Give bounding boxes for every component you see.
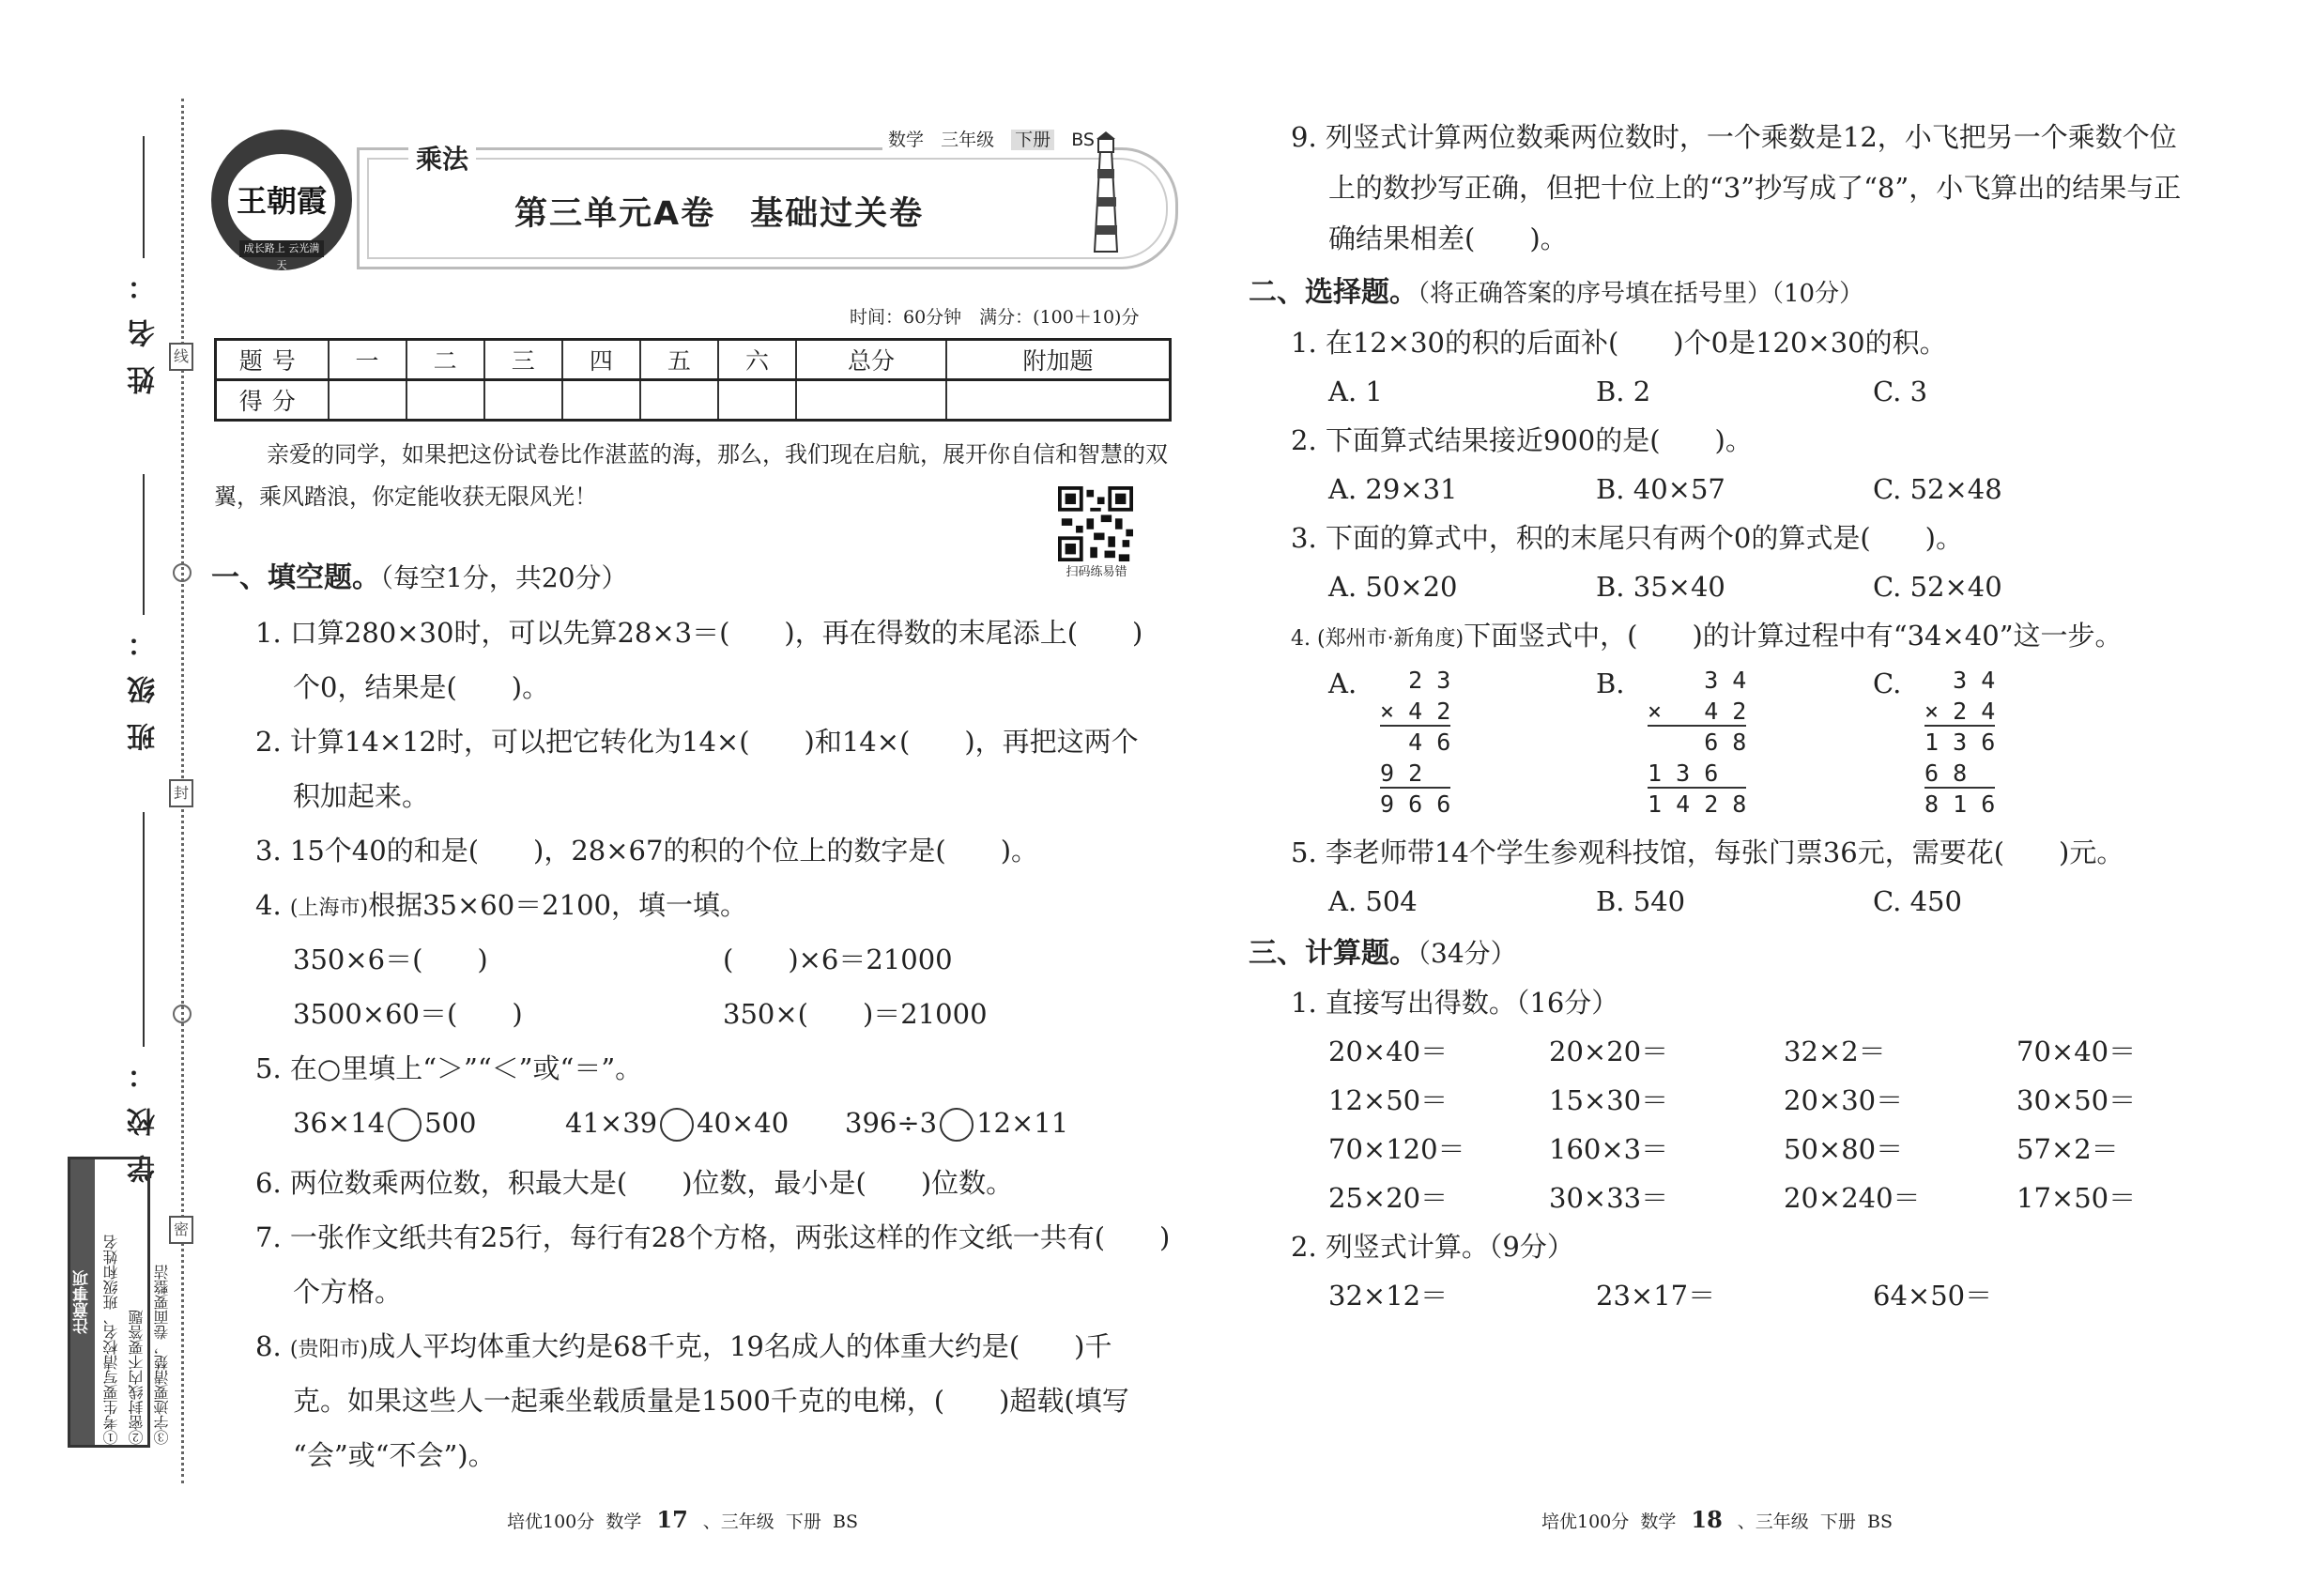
q5-line: 5. 在○里填上“＞”“＜”或“＝”。 [255, 1052, 643, 1084]
q3-line: 3. 15个40的和是( )，28×67的积的个位上的数字是( )。 [255, 835, 1039, 867]
s2-q1-opt-c[interactable]: C. 3 [1873, 376, 1928, 407]
q4-item-c: 3500×60＝( ) [293, 998, 523, 1030]
notice-item: ①考生要写清校名、班级和姓名 [102, 1235, 120, 1445]
q5-compare-a: 36×14 500 [293, 1104, 476, 1142]
s2-q2-opt-b[interactable]: B. 40×57 [1596, 473, 1725, 505]
s3-part-2: 2. 列竖式计算。（9分） [1291, 1231, 1574, 1263]
q7-line-2: 个方格。 [293, 1276, 403, 1308]
score-input[interactable] [796, 380, 946, 421]
section-title: 二、选择题。 [1249, 276, 1418, 309]
qr-code-icon[interactable] [1058, 486, 1133, 561]
book-tags [882, 126, 1112, 151]
footer-right: 培优100分 数学 18 、三年级 下册 BS [1541, 1506, 1893, 1533]
q5-compare-b: 41×39 40×40 [565, 1104, 789, 1142]
unit-topic: 乘法 [408, 139, 476, 176]
s2-q2: 2. 下面算式结果接近900的是( )。 [1291, 424, 1753, 456]
oral-item: 160×3＝ [1549, 1133, 1669, 1165]
q8-line-1: 8. (贵阳市)成人平均体重大约是68千克，19名成人的体重大约是( )千 [255, 1330, 1112, 1362]
s2-q4 [1291, 617, 2123, 658]
q8-line-3: “会”或“不会”)。 [293, 1439, 496, 1471]
q8-line-2: 克。如果这些人一起乘坐载质量是1500千克的电梯，( )超载(填写 [293, 1385, 1129, 1417]
punch-hole-icon [173, 1005, 192, 1023]
q8-text: 成人平均体重大约是68千克，19名成人的体重大约是( )千 [368, 1330, 1112, 1362]
tag-edition: BS [1071, 130, 1095, 150]
notice-item: ③字迹要清楚，卷面要整洁 [153, 1265, 171, 1445]
q4-item-b: ( )×6＝21000 [723, 944, 953, 975]
vertical-item: 64×50＝ [1873, 1280, 1993, 1312]
table-cell: 附加题 [946, 340, 1170, 380]
q4-item-d: 350×( )＝21000 [723, 998, 988, 1030]
s2-q5-opt-b[interactable]: B. 540 [1596, 885, 1686, 917]
page-number: 18 [1691, 1506, 1723, 1533]
q7-line-1: 7. 一张作文纸共有25行，每行有28个方格，两张这样的作文纸一共有( ) [255, 1221, 1171, 1253]
s2-q2-opt-c[interactable]: C. 52×48 [1873, 473, 2002, 505]
q6-line: 6. 两位数乘两位数，积最大是( )位数，最小是( )位数。 [255, 1167, 1014, 1199]
compare-circle[interactable] [388, 1108, 422, 1142]
oral-item: 20×30＝ [1784, 1084, 1904, 1116]
q4-text: 根据35×60＝2100，填一填。 [368, 889, 747, 921]
notice-title: 注意事项 [70, 1159, 95, 1445]
s2-q4-text: 下面竖式中，( )的计算过程中有“34×40”这一步。 [1464, 620, 2123, 652]
s2-q3-opt-a[interactable]: A. 50×20 [1328, 571, 1458, 603]
section-sub: （将正确答案的序号填在括号里）（10分） [1418, 280, 1864, 308]
oral-item: 57×2＝ [2016, 1133, 2119, 1165]
score-input[interactable] [406, 380, 484, 421]
tag-term: 下册 [1011, 130, 1054, 150]
vertical-calc-b: 3 4 × 4 2 6 8 1 3 6 1 4 2 8 [1648, 667, 1747, 818]
q1-line-2: 个0，结果是( )。 [293, 671, 550, 703]
punch-hole-icon [173, 563, 192, 582]
section-3-heading [1249, 935, 1517, 973]
table-cell: 题号 [216, 340, 329, 380]
oral-item: 70×120＝ [1328, 1133, 1465, 1165]
s2-q5: 5. 李老师带14个学生参观科技馆，每张门票36元，需要花( )元。 [1291, 836, 2124, 868]
lighthouse-icon [1087, 131, 1125, 255]
school-field[interactable] [143, 812, 145, 1047]
s2-q4-label-c[interactable]: C. [1873, 668, 1902, 699]
oral-item: 50×80＝ [1784, 1133, 1904, 1165]
s2-q4-label-b[interactable]: B. [1596, 668, 1625, 699]
oral-item: 30×33＝ [1549, 1182, 1669, 1214]
s2-q3: 3. 下面的算式中，积的末尾只有两个0的算式是( )。 [1291, 522, 1963, 554]
score-table [214, 338, 1172, 422]
q9-line-2: 上的数抄写正确，但把十位上的“3”抄写成了“8”，小飞算出的结果与正 [1328, 172, 2182, 204]
section-sub: （每空1分，共20分） [380, 562, 628, 593]
table-cell: 得分 [216, 380, 329, 421]
table-row [216, 340, 1171, 380]
s2-q1-opt-b[interactable]: B. 2 [1596, 376, 1651, 407]
s3-part-1: 1. 直接写出得数。（16分） [1291, 987, 1619, 1019]
vertical-calc-a: 2 3 × 4 2 4 6 9 2 9 6 6 [1380, 667, 1451, 818]
score-input[interactable] [718, 380, 796, 421]
notice-items [99, 1163, 175, 1445]
q9-line-1: 9. 列竖式计算两位数乘两位数时，一个乘数是12，小飞把另一个乘数个位 [1291, 121, 2177, 153]
score-input[interactable] [640, 380, 718, 421]
section-2-heading [1249, 274, 1863, 313]
s2-q4-label-a[interactable]: A. [1328, 668, 1357, 699]
q4-source: (上海市) [289, 897, 369, 920]
oral-item: 12×50＝ [1328, 1084, 1449, 1116]
q1-line-1: 1. 口算280×30时，可以先算28×3＝( )，再在得数的末尾添上( ) [255, 617, 1143, 649]
q2-line-1: 2. 计算14×12时，可以把它转化为14×( )和14×( )，再把这两个 [255, 726, 1139, 758]
qr-caption: 扫码练易错 [1066, 565, 1127, 579]
score-input[interactable] [946, 380, 1170, 421]
oral-item: 20×20＝ [1549, 1036, 1669, 1067]
intro-text: 亲爱的同学，如果把这份试卷比作湛蓝的海，那么，我们现在启航，展开你自信和智慧的双翼，乘风踏浪，你定能收获无限风光！ [214, 441, 1168, 510]
seal-tag-line: 线 [169, 343, 193, 371]
page-number: 17 [656, 1506, 688, 1533]
table-row [216, 380, 1171, 421]
exam-title: 第三单元A卷 基础过关卷 [514, 195, 925, 233]
s2-q2-opt-a[interactable]: A. 29×31 [1328, 473, 1458, 505]
s2-q1-opt-a[interactable]: A. 1 [1328, 376, 1383, 407]
table-cell: 二 [406, 340, 484, 380]
logo-ribbon: 成长路上 云光满天 [239, 240, 324, 257]
notice-box [68, 1157, 171, 1448]
school-label: 学校： [128, 1042, 161, 1183]
class-label: 班级： [128, 610, 161, 751]
oral-item: 70×40＝ [2016, 1036, 2137, 1067]
section-title: 三、计算题。 [1249, 937, 1418, 970]
compare-circle[interactable] [940, 1108, 974, 1142]
class-field[interactable] [143, 474, 145, 615]
seal-tag-seal: 封 [169, 779, 193, 807]
oral-item: 20×40＝ [1328, 1036, 1449, 1067]
score-input[interactable] [484, 380, 562, 421]
s2-q4-source: 4. (郑州市·新角度) [1291, 627, 1464, 651]
oral-item: 20×240＝ [1784, 1182, 1921, 1214]
section-1-heading [211, 560, 627, 597]
oral-item: 30×50＝ [2016, 1084, 2137, 1116]
logo-text: 王朝霞 [236, 183, 327, 219]
notice-item: ②密封线内不要答题 [128, 1310, 146, 1445]
q8-source: (贵阳市) [289, 1338, 369, 1361]
score-input[interactable] [329, 380, 406, 421]
name-field[interactable] [143, 136, 145, 258]
vertical-calc-c: 3 4 × 2 4 1 3 6 6 8 8 1 6 [1924, 667, 1996, 818]
s2-q5-opt-c[interactable]: C. 450 [1873, 885, 1962, 917]
q2-line-2: 积加起来。 [293, 780, 430, 812]
q9-line-3: 确结果相差( )。 [1328, 223, 1568, 254]
q4-item-a: 350×6＝( ) [293, 944, 488, 975]
score-input[interactable] [562, 380, 640, 421]
section-sub: （34分） [1418, 938, 1517, 969]
exam-meta: 时间：60分钟 满分：(100＋10)分 [850, 307, 1140, 328]
s2-q3-opt-b[interactable]: B. 35×40 [1596, 571, 1725, 603]
name-label: 姓名： [128, 253, 161, 394]
table-cell: 五 [640, 340, 718, 380]
tag-grade: 三年级 [941, 130, 995, 150]
s2-q5-opt-a[interactable]: A. 504 [1328, 885, 1418, 917]
vertical-item: 32×12＝ [1328, 1280, 1449, 1312]
q4-line: 4. (上海市)根据35×60＝2100，填一填。 [255, 889, 747, 921]
table-cell: 一 [329, 340, 406, 380]
section-title: 一、填空题。 [211, 561, 380, 594]
q5-compare-c: 396÷3 12×11 [845, 1104, 1068, 1142]
oral-item: 25×20＝ [1328, 1182, 1449, 1214]
oral-calc [1328, 1033, 2173, 1230]
seal-tag-secret: 密 [169, 1216, 193, 1244]
vertical-item: 23×17＝ [1596, 1280, 1716, 1312]
tag-subject: 数学 [888, 130, 925, 150]
table-cell: 总分 [796, 340, 946, 380]
table-cell: 六 [718, 340, 796, 380]
s2-q3-opt-c[interactable]: C. 52×40 [1873, 571, 2002, 603]
oral-item: 32×2＝ [1784, 1036, 1886, 1067]
oral-item: 17×50＝ [2016, 1182, 2137, 1214]
publisher-logo [211, 130, 352, 270]
oral-item: 15×30＝ [1549, 1084, 1669, 1116]
compare-circle[interactable] [660, 1108, 694, 1142]
table-cell: 四 [562, 340, 640, 380]
table-cell: 三 [484, 340, 562, 380]
footer-left: 培优100分 数学 17 、三年级 下册 BS [507, 1506, 858, 1533]
s2-q1: 1. 在12×30的积的后面补( )个0是120×30的积。 [1291, 327, 1947, 359]
